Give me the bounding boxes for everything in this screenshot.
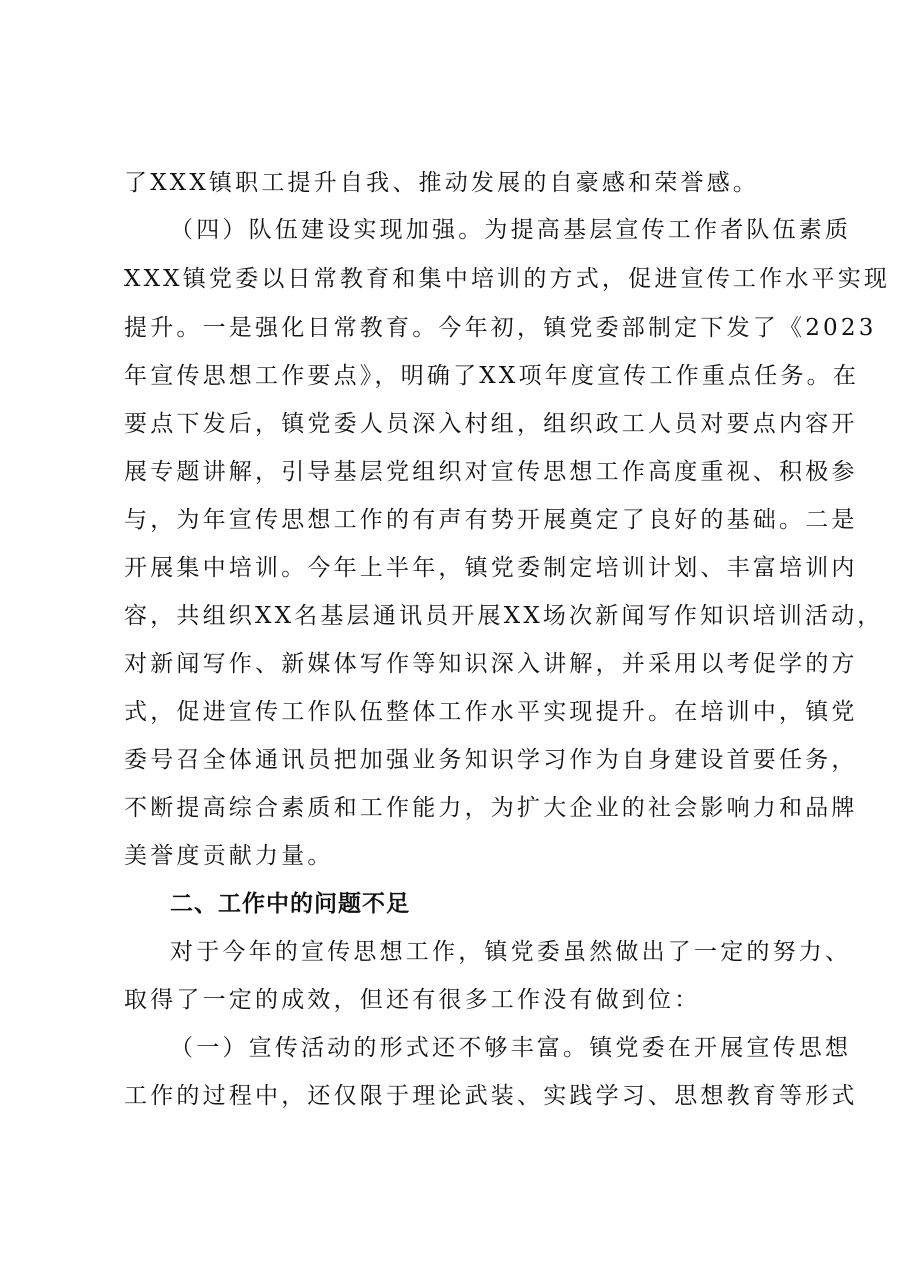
- text-line: 式，促进宣传工作队伍整体工作水平实现提升。在培训中，镇党: [124, 699, 858, 725]
- text-line: XXX镇党委以日常教育和集中培训的方式，促进宣传工作水平实现: [124, 266, 891, 292]
- text-line: 容，共组织XX名基层通讯员开展XX场次新闻写作知识培训活动，: [124, 603, 884, 629]
- text-line: 对新闻写作、新媒体写作等知识深入讲解，并采用以考促学的方: [124, 651, 858, 677]
- section-heading: 二、工作中的问题不足: [170, 891, 410, 917]
- text-line: 对于今年的宣传思想工作，镇党委虽然做出了一定的努力、: [170, 939, 852, 965]
- text-line: （一）宣传活动的形式还不够丰富。镇党委在开展宣传思想: [170, 1035, 852, 1061]
- text-line: 了XXX镇职工提升自我、推动发展的自豪感和荣誉感。: [124, 170, 760, 196]
- text-line: 与，为年宣传思想工作的有声有势开展奠定了良好的基础。二是: [124, 507, 858, 533]
- text-line: 不断提高综合素质和工作能力，为扩大企业的社会影响力和品牌: [124, 795, 858, 821]
- text-line: 展专题讲解，引导基层党组织对宣传思想工作高度重视、积极参: [124, 459, 858, 485]
- text-line: 委号召全体通讯员把加强业务知识学习作为自身建设首要任务，: [124, 747, 858, 773]
- text-line: 取得了一定的成效，但还有很多工作没有做到位：: [124, 987, 701, 1013]
- text-line: 年宣传思想工作要点》，明确了XX项年度宣传工作重点任务。在: [124, 363, 860, 389]
- text-line: 提升。一是强化日常教育。今年初，镇党委部制定下发了《2023: [124, 315, 877, 341]
- text-line: （四）队伍建设实现加强。为提高基层宣传工作者队伍素质: [170, 217, 852, 243]
- text-line: 开展集中培训。今年上半年，镇党委制定培训计划、丰富培训内: [124, 555, 858, 581]
- text-line: 美誉度贡献力量。: [124, 843, 334, 869]
- text-line: 工作的过程中，还仅限于理论武装、实践学习、思想教育等形式: [124, 1083, 858, 1109]
- text-line: 要点下发后，镇党委人员深入村组，组织政工人员对要点内容开: [124, 411, 858, 437]
